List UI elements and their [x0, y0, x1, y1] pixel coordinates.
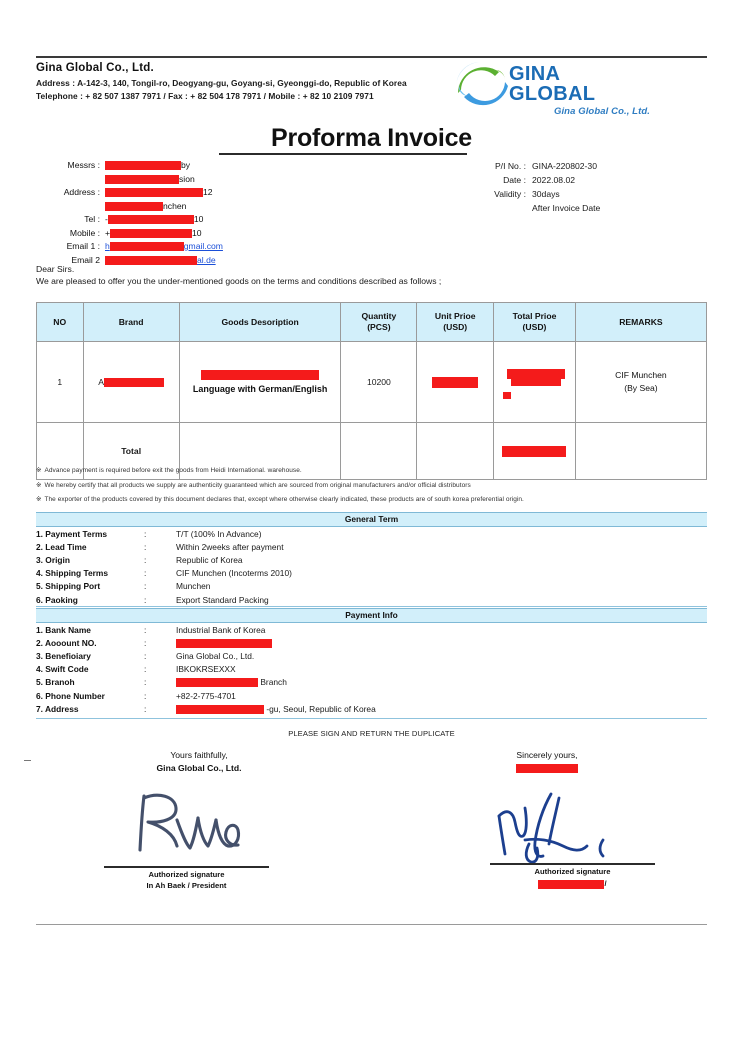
info-value — [176, 555, 707, 565]
info-row — [36, 689, 707, 702]
logo-swoosh-icon — [455, 60, 511, 106]
info-value-text: Export Standard Packing — [176, 594, 269, 605]
signer-name-suffix: / — [604, 879, 607, 888]
col-no: NO — [37, 303, 84, 342]
meta-row — [470, 175, 682, 189]
cell-no: 1 — [37, 342, 84, 423]
info-colon: : — [144, 650, 147, 661]
description-text: Language with German/English — [192, 384, 328, 394]
info-value-text: CIF Munchen (Incoterms 2010) — [176, 568, 292, 579]
logo-text — [509, 64, 650, 117]
redaction-bar — [503, 392, 511, 399]
redaction-bar — [105, 175, 179, 184]
company-name: Gina Global Co., Ltd. — [36, 62, 154, 74]
info-label: 4. Shipping Terms — [36, 568, 108, 579]
footer-divider — [36, 924, 707, 925]
redaction-bar — [432, 377, 478, 388]
meta-label: Date : — [503, 175, 526, 185]
info-value — [176, 677, 707, 687]
section-divider — [36, 718, 707, 719]
general-term-band: General Term — [36, 512, 707, 527]
total-label: Total — [83, 423, 179, 480]
meta-row — [470, 189, 682, 203]
col-brand: Brand — [83, 303, 179, 342]
info-row — [36, 636, 707, 649]
info-row — [36, 553, 707, 566]
recipient-label: Email 1 : — [66, 241, 100, 251]
redaction-bar — [516, 764, 578, 773]
redaction-bar — [176, 705, 264, 714]
info-value — [176, 529, 707, 539]
logo-main-text: GINA GLOBAL — [509, 63, 596, 105]
redaction-bar — [108, 215, 194, 224]
col-description: Goods Desoription — [179, 303, 341, 342]
info-value-text: -gu, Seoul, Republic of Korea — [264, 703, 376, 714]
company-block — [36, 62, 407, 101]
redaction-bar — [105, 188, 203, 197]
table-row — [37, 342, 707, 423]
info-colon: : — [144, 637, 147, 648]
authorized-signature-label-left: Authorized signature — [148, 870, 225, 879]
col-total-price: Total Prioe (USD) — [494, 303, 576, 342]
info-value — [176, 568, 707, 578]
info-value-text: Gina Global Co., Ltd. — [176, 650, 255, 661]
info-colon: : — [144, 690, 147, 701]
footnote — [36, 481, 707, 489]
signature-caption-right — [490, 867, 655, 889]
info-colon: : — [144, 541, 147, 552]
cell-total-price — [494, 342, 576, 423]
document-title-wrap — [0, 124, 743, 155]
recipient-row — [36, 228, 366, 242]
meta-row — [470, 161, 682, 175]
info-value — [176, 651, 707, 661]
info-value-text: IBKOKRSEXXX — [176, 664, 236, 675]
info-value-text: Within 2weeks after payment — [176, 541, 284, 552]
info-row — [36, 580, 707, 593]
info-row — [36, 623, 707, 636]
recipient-row — [36, 255, 366, 269]
redaction-bar — [176, 639, 272, 648]
info-colon: : — [144, 568, 147, 579]
recipient-row — [36, 174, 366, 188]
info-value-text: Industrial Bank of Korea — [176, 624, 266, 635]
info-colon: : — [144, 664, 147, 675]
footnote — [36, 466, 707, 474]
goods-table — [36, 302, 707, 480]
title-underline — [219, 153, 467, 155]
page-tick-mark — [24, 760, 31, 761]
invoice-meta — [470, 161, 682, 217]
meta-value: 30days — [532, 189, 560, 199]
footnote — [36, 495, 707, 503]
redaction-bar — [105, 256, 197, 265]
redaction-bar — [201, 370, 319, 380]
info-colon: : — [144, 528, 147, 539]
meta-label — [470, 203, 532, 217]
company-logo — [455, 60, 650, 117]
handwritten-signature-left — [128, 790, 258, 867]
meta-value: GINA-220802-30 — [532, 161, 597, 171]
col-quantity: Quantity (PCS) — [341, 303, 417, 342]
handwritten-signature-right — [485, 786, 625, 871]
signature-line-right — [490, 863, 655, 865]
recipient-value: 12 — [105, 187, 366, 197]
info-value-text: Republic of Korea — [176, 554, 243, 565]
info-label: 2. Lead Time — [36, 541, 87, 552]
info-row — [36, 567, 707, 580]
redaction-bar — [511, 377, 561, 386]
info-row — [36, 593, 707, 606]
recipient-block — [36, 160, 366, 268]
info-value — [176, 691, 707, 701]
info-value — [176, 664, 707, 674]
redaction-bar — [104, 378, 164, 387]
info-label: 5. Shipping Port — [36, 581, 101, 592]
info-value — [176, 625, 707, 635]
recipient-label: Mobile : — [69, 227, 100, 238]
recipient-row — [36, 187, 366, 201]
info-colon: : — [144, 677, 147, 688]
header-divider — [36, 56, 707, 58]
brand-prefix: A — [98, 376, 104, 387]
info-label: 6. Phone Number — [36, 690, 105, 701]
document-title: Proforma Invoice — [270, 124, 473, 152]
cell-description — [179, 342, 341, 423]
info-value — [176, 581, 707, 591]
redaction-bar — [110, 242, 184, 251]
col-unit-price: Unit Prioe (USD) — [417, 303, 494, 342]
info-row — [36, 663, 707, 676]
signer-company: Gina Global Co., Ltd. — [156, 763, 242, 773]
recipient-label: Address : — [63, 187, 100, 197]
recipient-row — [36, 241, 366, 255]
footnote-marker-icon: ※ — [36, 467, 42, 474]
recipient-row — [36, 201, 366, 215]
info-row — [36, 540, 707, 553]
info-label: 7. Address — [36, 703, 79, 714]
cell-remarks: CIF Munchen (By Sea) — [575, 342, 706, 423]
info-colon: : — [144, 624, 147, 635]
info-value — [176, 595, 707, 605]
meta-label: P/I No. : — [494, 161, 526, 171]
info-colon: : — [144, 581, 147, 592]
cell-quantity: 10200 — [341, 342, 417, 423]
info-label: 3. Origin — [36, 554, 70, 565]
intro-text: We are pleased to offer you the under-mentioned goods on the terms and conditions described as follows ; — [36, 276, 442, 286]
footnote-marker-icon: ※ — [36, 481, 42, 489]
cell-brand — [83, 342, 179, 423]
info-label: 5. Branoh — [36, 677, 75, 688]
sincerely-yours: Sincerely yours, — [516, 750, 578, 760]
info-colon: : — [144, 554, 147, 565]
recipient-value: by — [105, 160, 366, 170]
info-colon: : — [144, 594, 147, 605]
logo-sub-text: Gina Global Co., Ltd. — [553, 106, 650, 117]
signer-name-left: In Ah Baek / President — [146, 881, 227, 890]
info-label: 2. Aooount NO. — [36, 637, 97, 648]
info-value-text: +82-2-775-4701 — [176, 690, 236, 701]
info-row — [36, 676, 707, 689]
info-value — [176, 704, 707, 714]
cell-unit-price — [417, 342, 494, 423]
recipient-value[interactable]: h gmail.com — [105, 241, 223, 251]
info-row — [36, 702, 707, 715]
redaction-bar — [502, 446, 566, 457]
recipient-label: Messrs : — [67, 160, 100, 170]
salutation: Dear Sirs. — [36, 264, 75, 274]
info-row — [36, 527, 707, 540]
info-value — [176, 638, 707, 648]
recipient-row — [36, 214, 366, 228]
footnote-text: The exporter of the products covered by this document declares that, except where otherwise clearly indicated, these products are of south korea preferential origin. — [44, 496, 524, 503]
signature-block-left — [104, 750, 294, 773]
meta-value: 2022.08.02 — [532, 175, 576, 185]
payment-info-list — [36, 623, 707, 715]
info-label: 1. Bank Name — [36, 624, 91, 635]
signature-block-right — [452, 750, 642, 773]
redaction-bar — [176, 678, 258, 687]
redaction-bar — [105, 202, 163, 211]
recipient-value: - 10 — [105, 214, 204, 224]
recipient-value: sion — [105, 174, 366, 184]
info-label: 4. Swift Code — [36, 664, 89, 675]
meta-label: Validity : — [494, 189, 526, 199]
goods-table-header-row — [37, 303, 707, 342]
info-value-text: Branch — [258, 677, 287, 688]
recipient-label: Tel : — [84, 214, 100, 224]
info-row — [36, 649, 707, 662]
col-remarks: REMARKS — [575, 303, 706, 342]
info-colon: : — [144, 703, 147, 714]
recipient-label: Email 2 — [71, 254, 100, 265]
info-value — [176, 542, 707, 552]
recipient-value: nchen — [105, 201, 366, 211]
authorized-signature-label-right: Authorized signature — [534, 867, 611, 876]
company-telephone: Telephone : + 82 507 1387 7971 / Fax : + 82 504 178 7971 / Mobile : + 82 10 2109 7971 — [36, 91, 374, 101]
footnotes — [36, 466, 707, 510]
recipient-row — [36, 160, 366, 174]
meta-row — [470, 203, 682, 217]
company-address: Address : A-142-3, 140, Tongil-ro, Deogyang-gu, Goyang-si, Gyeonggi-do, Republic of Korea — [36, 77, 407, 88]
meta-value: After Invoice Date — [532, 203, 601, 213]
please-sign-note: PLEASE SIGN AND RETURN THE DUPLICATE — [288, 729, 455, 738]
info-label: 6. Paoking — [36, 594, 78, 605]
footnote-text: We hereby certify that all products we supply are authenticity guaranteed which are sourced from original manufacturers and/or official distributors — [44, 481, 471, 489]
info-label: 1. Payment Terms — [36, 528, 108, 539]
yours-faithfully: Yours faithfully, — [170, 750, 228, 760]
footnote-text: Advance payment is required before exit the goods from Heidi International. warehouse. — [44, 467, 302, 474]
info-label: 3. Benefioiary — [36, 650, 91, 661]
redaction-bar — [538, 879, 607, 889]
recipient-value[interactable]: al.de — [105, 255, 366, 265]
signature-caption-left — [104, 870, 269, 890]
info-value-text: T/T (100% In Advance) — [176, 528, 262, 539]
section-divider — [36, 606, 707, 607]
recipient-value: + 10 — [105, 227, 202, 238]
general-term-list — [36, 527, 707, 606]
redaction-bar — [110, 229, 192, 238]
signature-line-left — [104, 866, 269, 868]
info-value-text: Munchen — [176, 581, 211, 592]
redaction-bar — [105, 161, 181, 170]
payment-info-band: Payment Info — [36, 608, 707, 623]
footnote-marker-icon: ※ — [36, 496, 42, 503]
